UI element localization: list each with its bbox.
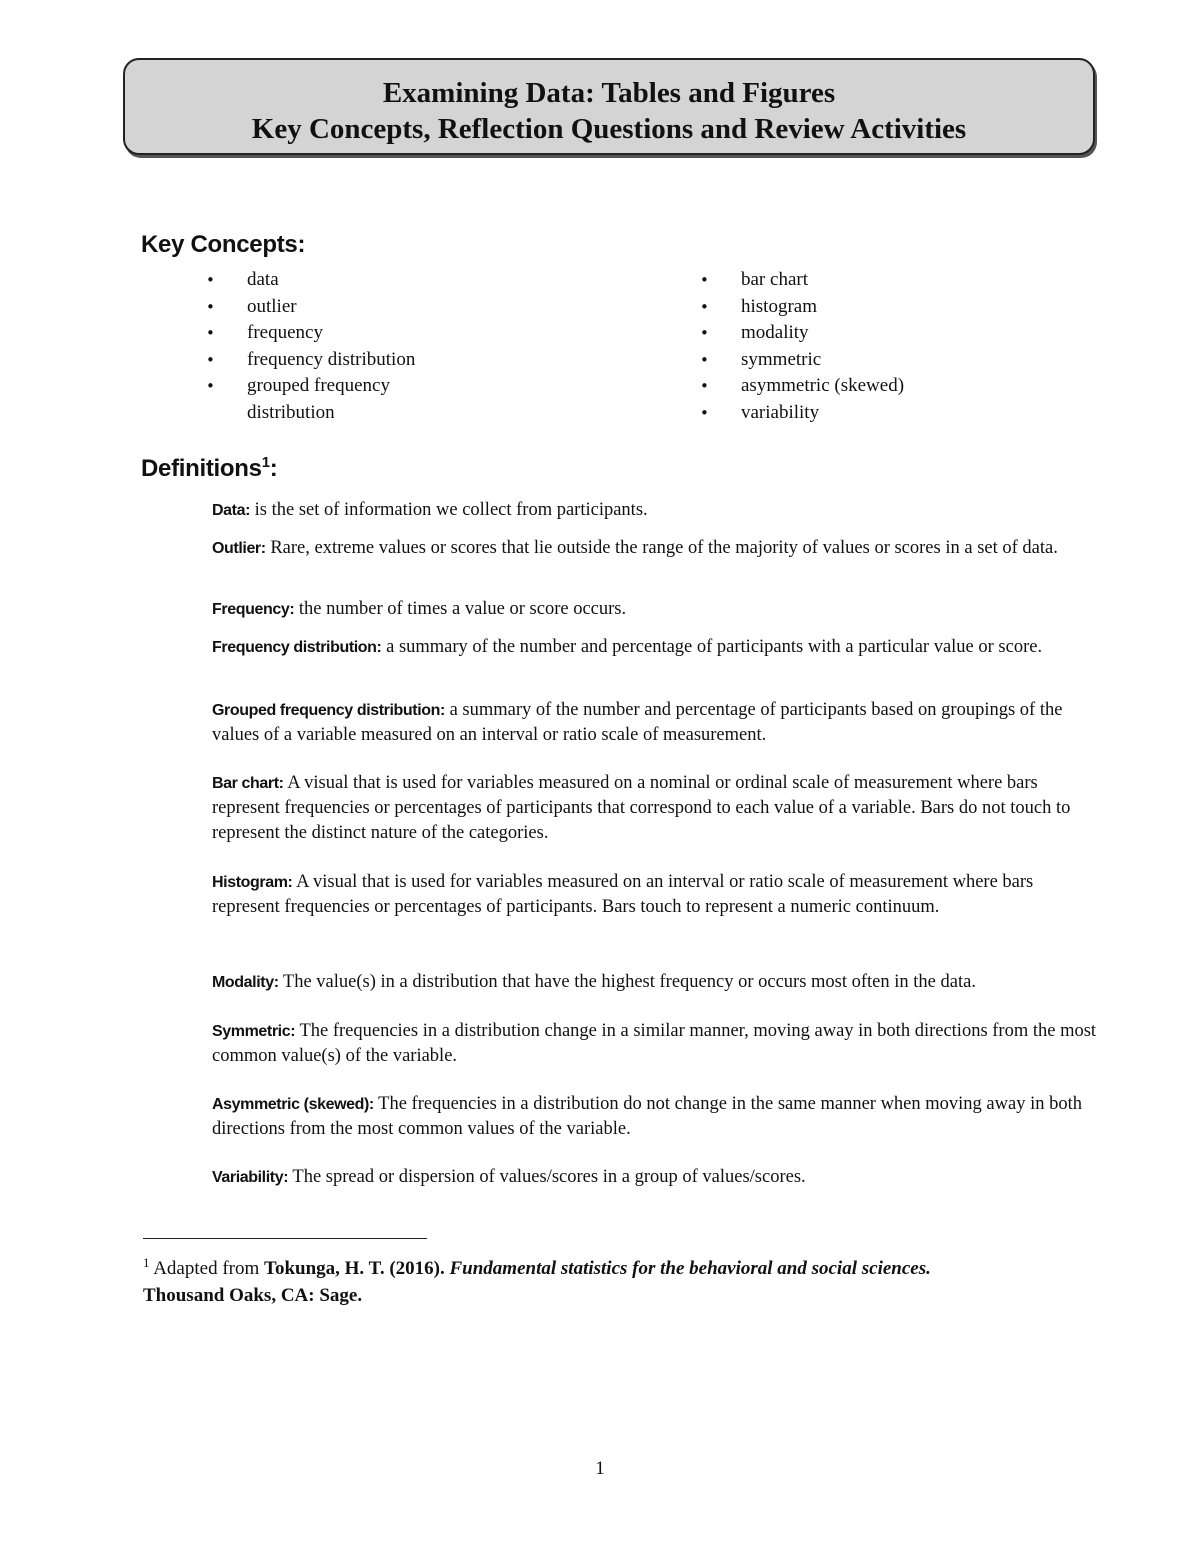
definition-term: Frequency:	[212, 601, 295, 618]
key-concepts-heading: Key Concepts:	[141, 231, 306, 258]
definition-text: the number of times a value or score occurs.	[294, 599, 627, 619]
footnote-marker: 1	[143, 1255, 150, 1270]
definition-text: is the set of information we collect from participants.	[250, 500, 648, 520]
definition-term: Asymmetric (skewed):	[212, 1096, 374, 1113]
definition-term: Symmetric:	[212, 1023, 296, 1040]
definition-term: Bar chart:	[212, 775, 284, 792]
list-item: • outlier	[206, 294, 466, 321]
list-item: • modality	[700, 320, 1000, 347]
document-title: Examining Data: Tables and Figures	[382, 77, 836, 109]
list-item: • data	[206, 267, 466, 294]
page-number: 1	[595, 1458, 605, 1479]
definition-text: A visual that is used for variables measured on a nominal or ordinal scale of measurement where bars represent frequencies or percentages of participants that correspond to each value of a variable. Bars do not touch to represent the distinct nature of the categories.	[212, 773, 1071, 843]
key-concepts-list-right	[700, 267, 1000, 426]
definition-data	[212, 498, 1097, 523]
definition-term: Variability:	[212, 1169, 289, 1186]
definitions-heading-colon: :	[269, 455, 278, 482]
title-box	[123, 58, 1095, 155]
definition-bar-chart	[212, 771, 1097, 846]
definition-frequency	[212, 597, 1097, 622]
definition-text: Rare, extreme values or scores that lie outside the range of the majority of values or scores in a set of data.	[265, 538, 1058, 558]
footnote-prefix: Adapted from	[149, 1258, 265, 1279]
definition-term: Modality:	[212, 974, 279, 991]
definition-text: The value(s) in a distribution that have the highest frequency or occurs most often in the data.	[278, 972, 976, 992]
definitions-heading-text: Definitions	[141, 455, 262, 482]
definition-term: Frequency distribution:	[212, 639, 382, 656]
definition-term: Histogram:	[212, 874, 293, 891]
definition-grouped-frequency-distribution	[212, 698, 1097, 748]
definition-text: A visual that is used for variables measured on an interval or ratio scale of measurement where bars represent frequencies or percentages of participants. Bars touch to represent a numeric continuum.	[212, 872, 1034, 917]
footnote-publisher: Thousand Oaks, CA: Sage.	[143, 1285, 363, 1306]
footnote	[143, 1249, 1073, 1309]
definition-term: Data:	[212, 502, 251, 519]
definition-term: Grouped frequency distribution:	[212, 702, 445, 719]
definition-frequency-distribution	[212, 635, 1097, 660]
document-subtitle: Key Concepts, Reflection Questions and Review Activities	[251, 113, 967, 145]
footnote-title: Fundamental statistics for the behavioral and social sciences.	[449, 1258, 931, 1279]
list-item: • histogram	[700, 294, 1000, 321]
footnote-separator	[143, 1238, 427, 1239]
definition-outlier	[212, 536, 1097, 561]
definition-histogram	[212, 870, 1097, 920]
footnote-authors: Tokunga, H. T. (2016).	[264, 1258, 450, 1279]
list-item: • grouped frequency distribution	[206, 373, 466, 426]
key-concepts-list-left	[206, 267, 466, 426]
definition-asymmetric	[212, 1092, 1097, 1142]
definition-symmetric	[212, 1019, 1097, 1069]
definition-modality	[212, 970, 1097, 995]
definition-text: a summary of the number and percentage of participants with a particular value or score.	[381, 637, 1043, 657]
list-item: • frequency distribution	[206, 347, 466, 374]
definition-text: The frequencies in a distribution change in a similar manner, moving away in both directions from the most common value(s) of the variable.	[212, 1021, 1097, 1066]
list-item: • frequency	[206, 320, 466, 347]
definition-text: The frequencies in a distribution do not change in the same manner when moving away in both directions from the most common values of the variable.	[212, 1094, 1082, 1139]
footnote-reference: 1	[261, 454, 270, 471]
list-item: • asymmetric (skewed)	[700, 373, 1000, 400]
list-item: • variability	[700, 400, 1000, 427]
list-item: • symmetric	[700, 347, 1000, 374]
definition-text: a summary of the number and percentage of participants based on groupings of the values of a variable measured on an interval or ratio scale of measurement.	[212, 700, 1063, 745]
definition-variability	[212, 1165, 1097, 1190]
list-item: • bar chart	[700, 267, 1000, 294]
definition-term: Outlier:	[212, 540, 266, 557]
definitions-heading	[141, 454, 277, 483]
definition-text: The spread or dispersion of values/scores in a group of values/scores.	[288, 1167, 806, 1187]
